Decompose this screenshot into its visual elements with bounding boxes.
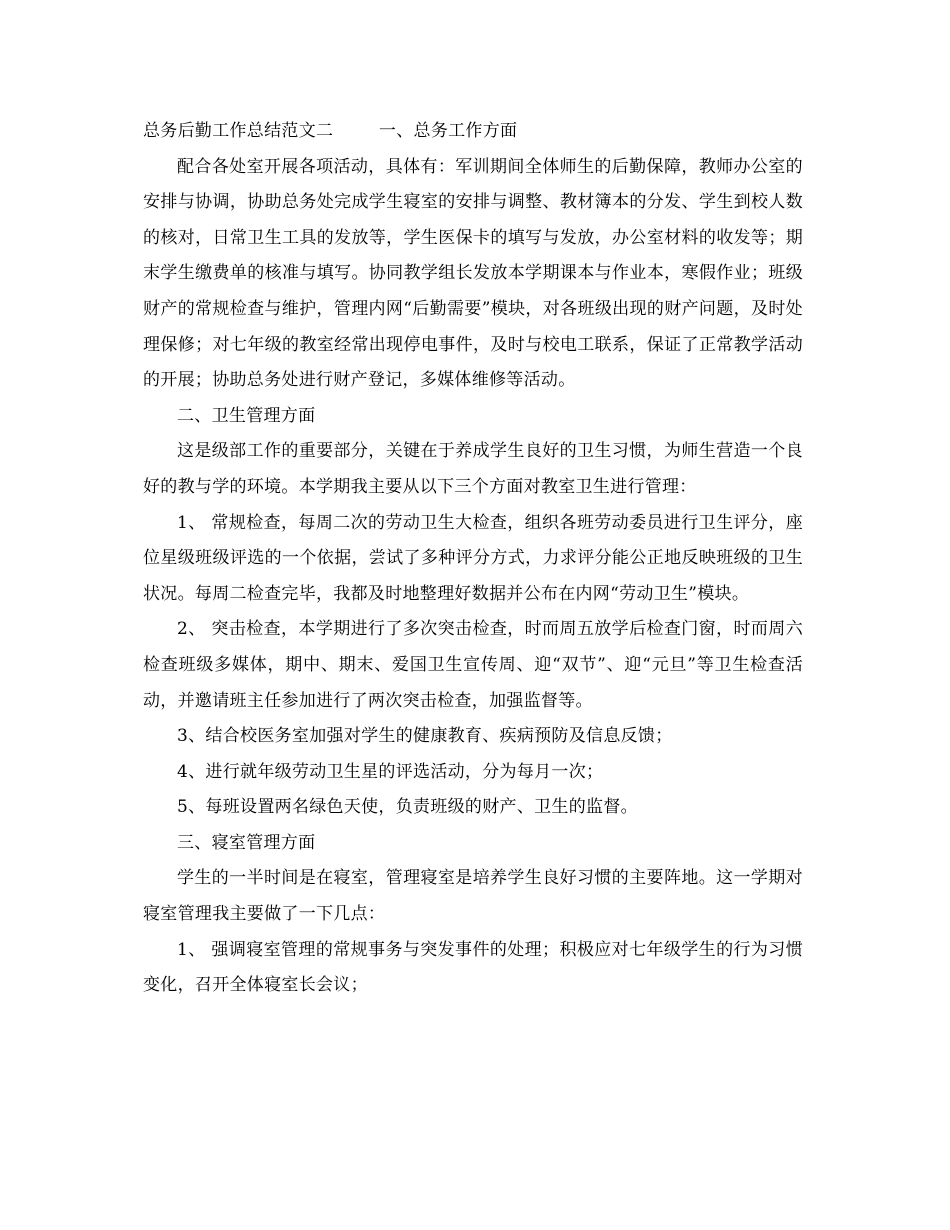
section-heading-dormitory: 三、寝室管理方面 xyxy=(177,832,316,853)
paragraph-general-affairs: 配合各处室开展各项活动，具体有：军训期间全体师生的后勤保障，教师办公室的安排与协调，协助总务处完成学生寝室的安排与调整、教材簿本的分发、学生到校人数的核对，日常卫生工具的发放等，学生医保卡的填写与发放，办公室材料的收发等；期末学生缴费单的核准与填写。协同教学组长发放本学期课本与作业本，寒假作业；班级财产的常规检查与维护，管理内网“后勤需要”模块，对各班级出现的财产问题，及时处理保修；对七年级的教室经常出现停电事件，及时与校电工联系，保证了正常教学活动的开展；协助总务处进行财产登记，多媒体维修等活动。 xyxy=(143,156,803,391)
paragraph-hygiene-item-1: 1、 常规检查，每周二次的劳动卫生大检查，组织各班劳动委员进行卫生评分，座位星级班级评选的一个依据，尝试了多种评分方式，力求评分能公正地反映班级的卫生状况。每周二检查完毕，我都及时地整理好数据并公布在内网“劳动卫生”模块。 xyxy=(143,512,803,604)
section-heading-hygiene: 二、卫生管理方面 xyxy=(177,405,316,426)
paragraph-dormitory-intro: 学生的一半时间是在寝室，管理寝室是培养学生良好习惯的主要阵地。这一学期对寝室管理我主要做了一下几点： xyxy=(143,868,803,925)
document-title-line: 总务后勤工作总结范文二 一、总务工作方面 xyxy=(143,121,518,141)
document-body xyxy=(143,114,803,1004)
paragraph-hygiene-item-2: 2、 突击检查，本学期进行了多次突击检查，时而周五放学后检查门窗，时而周六检查班级多媒体，期中、期末、爱国卫生宣传周、迎“双节”、迎“元旦”等卫生检查活动，并邀请班主任参加进行了两次突击检查，加强监督等。 xyxy=(143,619,803,711)
paragraph-hygiene-intro: 这是级部工作的重要部分，关键在于养成学生良好的卫生习惯，为师生营造一个良好的教与学的环境。本学期我主要从以下三个方面对教室卫生进行管理： xyxy=(143,441,803,497)
paragraph-hygiene-item-5: 5、每班设置两名绿色天使，负责班级的财产、卫生的监督。 xyxy=(177,797,638,818)
paragraph-dormitory-item-1: 1、 强调寝室管理的常规事务与突发事件的处理；积极应对七年级学生的行为习惯变化，召开全体寝室长会议； xyxy=(143,939,803,996)
paragraph-hygiene-item-3: 3、结合校医务室加强对学生的健康教育、疾病预防及信息反馈； xyxy=(177,726,673,747)
paragraph-hygiene-item-4: 4、进行就年级劳动卫生星的评选活动，分为每月一次； xyxy=(177,761,604,782)
